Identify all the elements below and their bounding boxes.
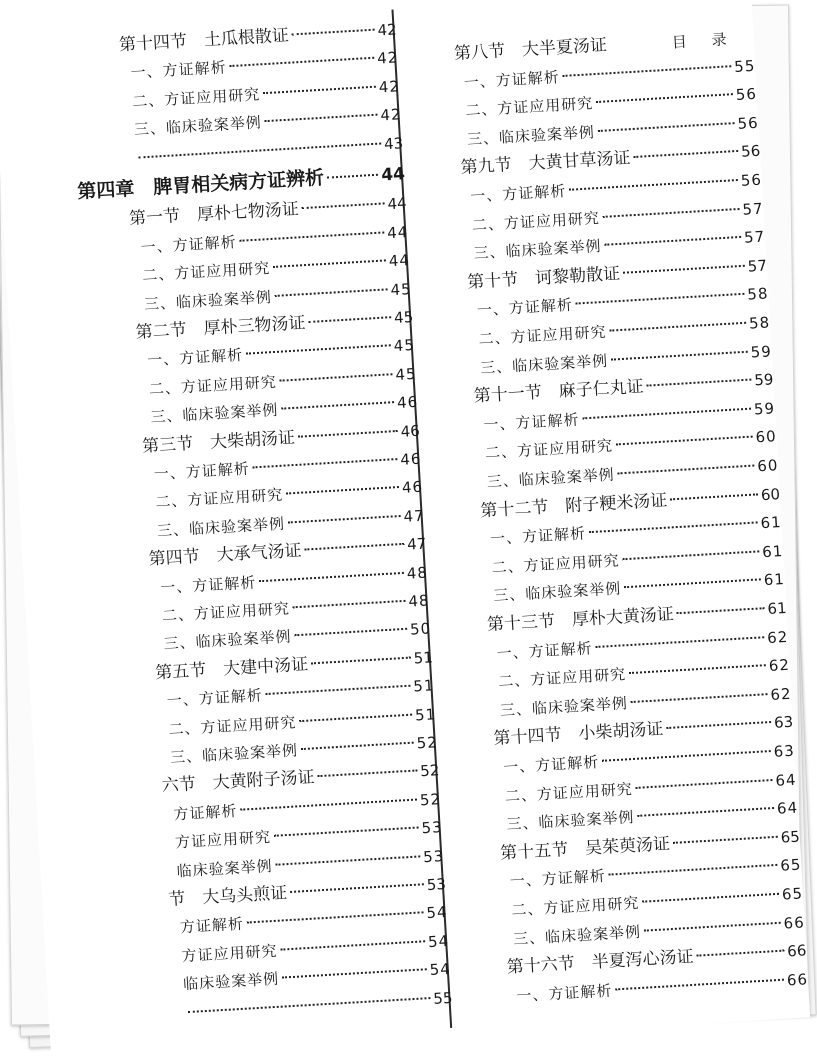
dot-leader: [275, 288, 388, 296]
toc-entry-page: 56: [735, 84, 758, 105]
toc-entry-page: 65: [781, 884, 804, 904]
toc-entry-page: 60: [760, 484, 781, 504]
dot-leader: [311, 656, 411, 664]
toc-entry-label: 一、方证解析: [130, 58, 228, 83]
toc-entry-label: 二、方证应用研究: [497, 665, 627, 691]
dot-leader: [263, 85, 376, 93]
dot-leader: [646, 379, 751, 387]
toc-entry-label: 二、方证应用研究: [471, 208, 601, 234]
toc-entry-page: 51: [414, 704, 437, 725]
toc-entry-label: 第十四节 小柴胡汤证: [493, 719, 664, 750]
toc-entry-page: 42: [379, 105, 403, 125]
toc-entry-page: 65: [780, 827, 801, 847]
dot-leader: [633, 150, 738, 158]
toc-entry-page: 46: [399, 449, 422, 469]
toc-entry-label: 第十五节 吴茱萸汤证: [499, 833, 671, 864]
toc-entry-page: 66: [786, 970, 809, 990]
dot-leader: [618, 465, 755, 475]
dot-leader: [292, 29, 375, 36]
toc-entry-page: 65: [779, 855, 802, 876]
toc-entry-page: 64: [774, 770, 797, 790]
toc-entry-page: 59: [753, 370, 774, 390]
dot-leader: [302, 203, 385, 210]
toc-entry-page: 53: [426, 875, 447, 895]
dot-leader: [636, 779, 773, 789]
dot-leader: [288, 515, 401, 523]
dot-leader: [253, 458, 398, 468]
dot-leader: [275, 855, 420, 865]
toc-entry-label: 第三节 大柴胡汤证: [141, 427, 296, 457]
dot-leader: [670, 493, 758, 500]
toc-entry-page: 59: [750, 341, 773, 362]
toc-entry-page: 60: [755, 427, 778, 447]
dot-leader: [281, 401, 394, 409]
toc-entry-label: 第五节 大建中汤证: [154, 654, 309, 684]
toc-entry-label: 方证解析: [172, 801, 238, 824]
toc-entry-page: 50: [409, 619, 432, 640]
toc-entry-label: 二、方证应用研究: [491, 551, 621, 577]
toc-entry-label: 一、方证解析: [469, 181, 567, 206]
toc-entry-label: 一、方证解析: [515, 981, 613, 1005]
toc-entry-page: 60: [756, 456, 779, 476]
toc-entry-page: 43: [383, 133, 404, 153]
toc-entry-label: 第一节 厚朴七物汤证: [128, 199, 300, 230]
toc-entry-label: 一、方证解析: [153, 459, 251, 484]
toc-entry-page: 54: [425, 903, 449, 923]
toc-entry-page: 57: [743, 227, 766, 247]
toc-entry-label: 节 大乌头煎证: [167, 883, 288, 910]
toc-entry-label: 第十二节 附子粳米汤证: [479, 490, 668, 521]
toc-entry-label: 三、临床验案举例: [486, 465, 616, 491]
dot-leader: [290, 883, 424, 893]
dot-leader: [609, 322, 746, 332]
toc-entry-page: 54: [427, 931, 450, 951]
toc-entry-page: 51: [413, 648, 434, 668]
toc-entry-page: 52: [416, 733, 439, 753]
dot-leader: [589, 522, 758, 534]
toc-entry-page: 42: [376, 48, 399, 68]
dot-leader: [286, 486, 399, 494]
toc-entry-page: 62: [769, 684, 793, 704]
toc-entry-page: 57: [741, 199, 765, 219]
dot-leader: [563, 65, 732, 77]
toc-entry-label: 一、方证解析: [476, 296, 574, 320]
toc-entry-page: 44: [386, 222, 409, 243]
toc-entry-label: 三、临床验案举例: [506, 808, 635, 834]
toc-entry-page: 56: [740, 170, 763, 190]
toc-entry-label: 六节 大黄附子汤证: [161, 767, 316, 797]
toc-entry-page: 57: [747, 256, 768, 276]
toc-entry-page: 66: [783, 913, 806, 933]
dot-leader: [615, 978, 784, 990]
dot-leader: [598, 122, 735, 132]
dot-leader: [259, 571, 404, 581]
toc-entry-label: 一、方证解析: [483, 410, 580, 434]
dot-leader: [240, 798, 417, 810]
toc-entry-label: 一、方证解析: [166, 686, 264, 710]
toc-entry-label: 一、方证解析: [463, 67, 561, 92]
toc-entry-label: 三、临床验案举例: [499, 694, 629, 720]
toc-entry-page: 61: [760, 513, 783, 533]
toc-entry-label: 二、方证应用研究: [148, 372, 278, 399]
toc-entry-label: 一、方证解析: [496, 638, 594, 663]
toc-entry-label: 二、方证应用研究: [141, 259, 271, 285]
dot-leader: [622, 550, 759, 560]
toc-entry-label: 二、方证应用研究: [510, 893, 640, 920]
toc-entry-page: 45: [393, 336, 416, 356]
toc-entry-page: 59: [753, 399, 776, 419]
toc-entry-page: 62: [768, 656, 791, 676]
toc-entry-label: 三、临床验案举例: [150, 401, 279, 427]
toc-entry-label: 三、临床验案举例: [156, 514, 286, 540]
toc-entry-page: 55: [733, 56, 756, 76]
toc-entry-page: 63: [773, 713, 794, 733]
toc-entry-label: 临床验案举例: [182, 969, 280, 994]
toc-entry-label: 一、方证解析: [140, 232, 238, 257]
toc-entry-page: 42: [377, 20, 398, 40]
toc-entry-page: 45: [389, 279, 413, 299]
toc-entry-label: 三、临床验案举例: [133, 113, 263, 139]
dot-leader: [576, 293, 745, 305]
dot-leader: [603, 208, 740, 218]
toc-entry-page: 46: [396, 392, 419, 413]
dot-leader: [138, 142, 381, 158]
dot-leader: [274, 827, 419, 837]
dot-leader: [282, 968, 427, 978]
toc-entry-page: 51: [412, 676, 435, 696]
toc-entry-label: 二、方证应用研究: [484, 437, 614, 463]
toc-entry-label: 一、方证解析: [159, 573, 257, 597]
toc-entry-label: 二、方证应用研究: [504, 779, 634, 806]
toc-entry-page: 45: [394, 364, 417, 384]
toc-entry-page: 48: [407, 591, 431, 611]
dot-leader: [301, 742, 414, 750]
toc-entry-page: 44: [387, 194, 408, 214]
dot-leader: [294, 628, 407, 636]
toc-entry-page: 47: [406, 534, 427, 554]
dot-leader: [623, 265, 745, 274]
toc-entry-page: 61: [761, 541, 784, 562]
dot-leader: [569, 179, 738, 191]
dot-leader: [604, 236, 741, 246]
toc-entry-page: 61: [766, 598, 788, 619]
toc-entry-page: 54: [429, 960, 452, 980]
toc-entry-label: 二、方证应用研究: [478, 322, 607, 349]
toc-entry-label: 一、方证解析: [489, 524, 587, 549]
toc-entry-label: 方证应用研究: [174, 828, 272, 852]
toc-entry-label: 三、临床验案举例: [466, 122, 596, 149]
dot-leader: [666, 721, 771, 729]
toc-entry-label: 三、临床验案举例: [473, 237, 602, 263]
dot-leader: [265, 114, 378, 122]
toc-entry-page: 46: [401, 478, 424, 498]
dot-leader: [299, 713, 412, 721]
dot-leader: [673, 836, 778, 844]
dot-leader: [582, 407, 751, 419]
toc-entry-page: 55: [432, 988, 453, 1008]
toc-entry-page: 48: [406, 563, 429, 583]
toc-entry-label: 临床验案举例: [176, 856, 274, 881]
dot-leader: [273, 260, 386, 268]
toc-entry-label: 二、方证应用研究: [464, 94, 594, 120]
running-header: 目 录: [671, 29, 738, 52]
dot-leader: [609, 864, 778, 876]
toc-entry-page: 62: [766, 627, 789, 647]
toc-entry-page: 58: [748, 313, 771, 333]
dot-leader: [629, 664, 766, 674]
dot-leader: [602, 750, 771, 762]
toc-entry-page: 64: [776, 798, 799, 818]
toc-entry-label: 第八节 大半夏汤证: [453, 35, 608, 65]
dot-leader: [631, 693, 768, 703]
toc-entry-label: 第十一节 麻子仁丸证: [473, 376, 645, 407]
dot-leader: [308, 316, 391, 323]
toc-entry-page: 56: [740, 142, 761, 162]
toc-entry-page: 44: [380, 164, 406, 186]
toc-entry-page: 42: [378, 77, 401, 97]
dot-leader: [611, 350, 748, 360]
dot-leader: [616, 436, 753, 446]
toc-entry-label: 三、临床验案举例: [169, 741, 299, 767]
dot-leader: [596, 93, 733, 103]
toc-entry-label: 三、临床验案举例: [143, 287, 273, 313]
dot-leader: [696, 950, 784, 957]
toc-entry-page: 46: [400, 421, 421, 441]
toc-entry-label: 第九节 大黄甘草汤证: [460, 148, 632, 179]
dot-leader: [595, 636, 764, 648]
dot-leader: [624, 579, 761, 589]
toc-entry-label: 第四章 脾胃相关病方证辨析: [76, 166, 325, 204]
toc-entry-label: 第十节 诃黎勒散证: [466, 263, 621, 293]
dot-leader: [677, 607, 765, 614]
dot-leader: [266, 685, 411, 695]
dot-leader: [293, 600, 406, 608]
dot-leader: [327, 174, 378, 179]
toc-entry-page: 52: [419, 789, 442, 810]
dot-leader: [304, 543, 404, 551]
toc-entry-label: 第四节 大承气汤证: [148, 540, 303, 570]
toc-entry-label: 二、方证应用研究: [131, 85, 261, 111]
dot-leader: [280, 940, 425, 950]
toc-entry-label: 一、方证解析: [502, 752, 600, 777]
toc-entry-page: 44: [388, 251, 411, 271]
dot-leader: [239, 231, 384, 241]
toc-entry-label: 第二节 厚朴三物汤证: [135, 313, 306, 343]
dot-leader: [317, 770, 417, 778]
toc-entry-label: 一、方证解析: [146, 346, 244, 370]
toc-entry-label: 方证应用研究: [181, 941, 278, 966]
toc-entry-label: 三、临床验案举例: [163, 627, 292, 654]
dot-leader: [644, 921, 781, 931]
toc-entry-page: 56: [737, 113, 760, 133]
toc-entry-page: 66: [786, 941, 807, 961]
toc-entry-page: 53: [421, 818, 444, 838]
toc-entry-page: 58: [746, 284, 769, 305]
toc-entry-label: 二、方证应用研究: [168, 712, 297, 739]
toc-entry-page: 53: [422, 846, 445, 866]
toc-entry-label: 三、临床验案举例: [512, 922, 642, 948]
toc-entry-label: 二、方证应用研究: [154, 486, 284, 512]
dot-leader: [229, 57, 374, 67]
toc-entry-page: 47: [403, 506, 426, 526]
dot-leader: [246, 345, 391, 355]
toc-entry-label: 方证解析: [179, 915, 245, 937]
toc-entry-page: 63: [773, 741, 796, 761]
toc-entry-label: 三、临床验案举例: [479, 351, 609, 377]
toc-entry-label: 三、临床验案举例: [492, 579, 622, 606]
toc-entry-label: 第十四节 土瓜根散证: [118, 25, 290, 56]
toc-entry-label: 第十三节 厚朴大黄汤证: [486, 604, 675, 636]
dot-leader: [298, 430, 398, 438]
dot-leader: [247, 912, 424, 924]
dot-leader: [637, 807, 774, 817]
toc-entry-label: 第十六节 半夏泻心汤证: [506, 947, 695, 978]
toc-entry-label: 一、方证解析: [509, 867, 607, 891]
toc-entry-page: 52: [419, 761, 440, 781]
dot-leader: [188, 997, 431, 1013]
dot-leader: [280, 373, 393, 381]
toc-entry-label: 二、方证应用研究: [161, 599, 291, 625]
toc-entry-page: 45: [393, 307, 414, 328]
toc-entry-page: 61: [763, 570, 786, 590]
dot-leader: [642, 893, 779, 903]
